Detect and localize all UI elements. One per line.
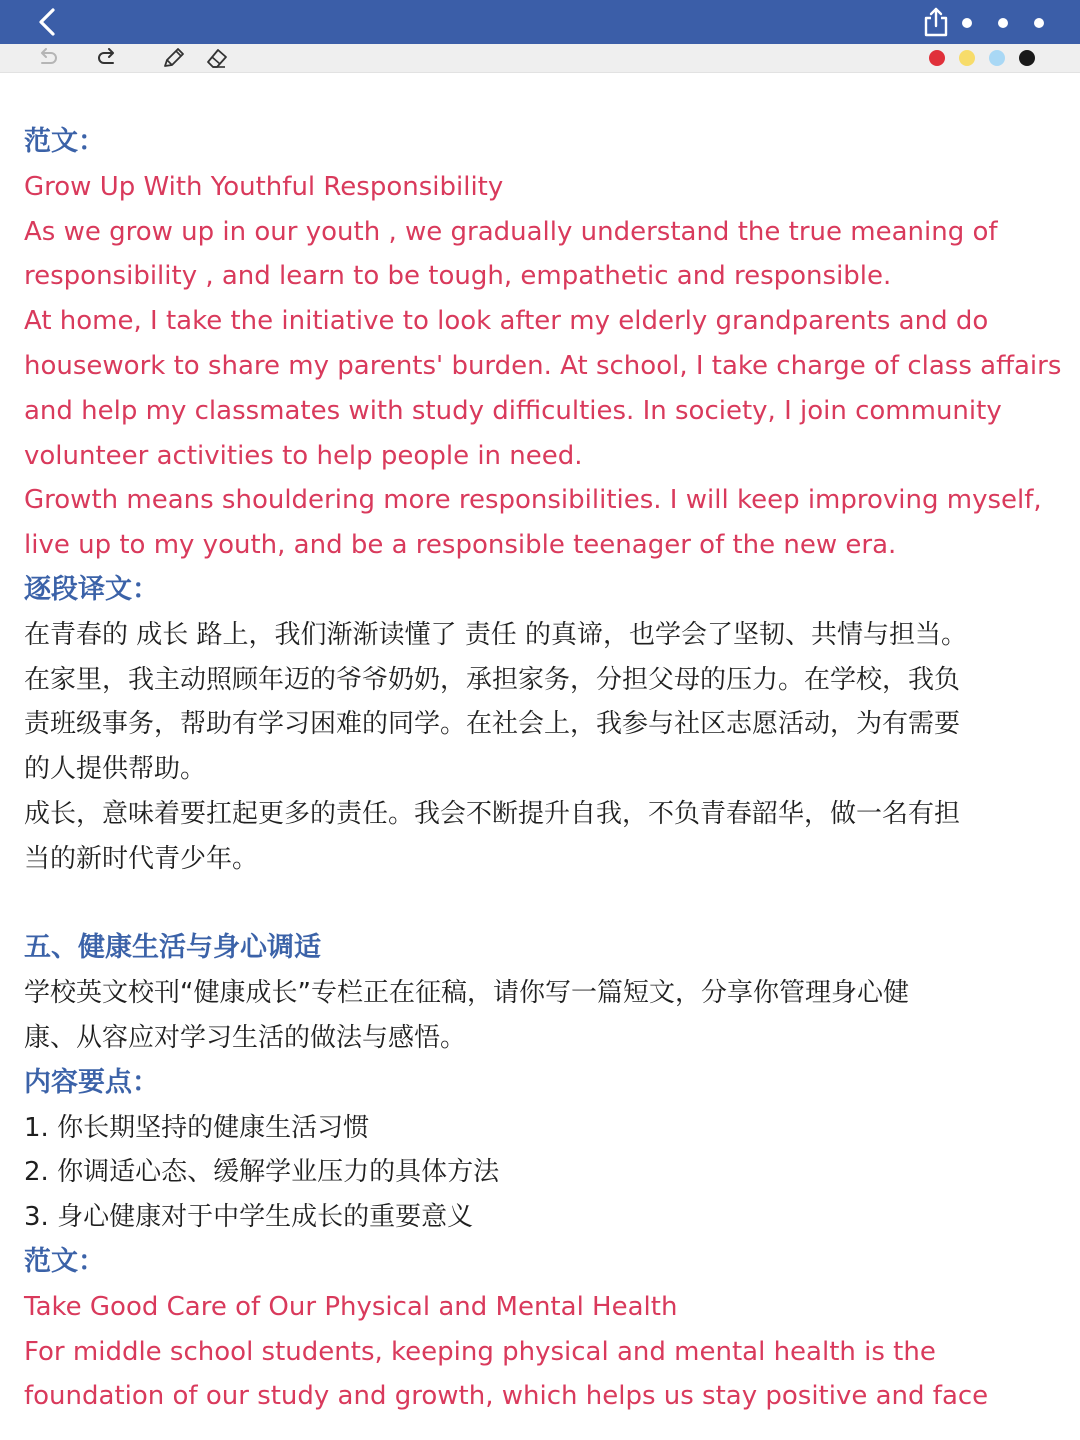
essay-line: For middle school students, keeping physical and mental health is the (24, 1336, 936, 1367)
annotation-toolbar (0, 44, 1080, 73)
essay-title: Take Good Care of Our Physical and Mental Health (24, 1291, 678, 1322)
essay-line: and help my classmates with study difficulties. In society, I join community (24, 395, 1002, 426)
essay-line: volunteer activities to help people in need. (24, 440, 583, 471)
more-dot-icon (998, 18, 1008, 28)
back-button[interactable] (30, 4, 64, 40)
key-point-item: 2. 你调适心态、缓解学业压力的具体方法 (24, 1157, 500, 1188)
redo-button[interactable] (94, 46, 120, 70)
undo-icon (36, 48, 60, 68)
more-dot-icon (1034, 18, 1044, 28)
translation-line: 成长，意味着要扛起更多的责任。我会不断提升自我，不负青春韶华，做一名有担 (24, 798, 961, 829)
essay-title: Grow Up With Youthful Responsibility (24, 171, 504, 202)
pen-tool-button[interactable] (160, 46, 186, 70)
prompt-line: 学校英文校刊“健康成长”专栏正在征稿，请你写一篇短文，分享你管理身心健 (24, 978, 909, 1009)
essay-line: foundation of our study and growth, which helps us stay positive and face (24, 1381, 989, 1412)
translation-line: 的人提供帮助。 (24, 754, 207, 785)
spacer (24, 882, 1060, 927)
more-dot-icon (962, 18, 972, 28)
translation-line: 在家里，我主动照顾年迈的爷爷奶奶，承担家务，分担父母的压力。在学校，我负 (24, 664, 961, 695)
essay-line: responsibility , and learn to be tough, empathetic and responsible. (24, 261, 892, 292)
translation-line: 责班级事务，帮助有学习困难的同学。在社会上，我参与社区志愿活动，为有需要 (24, 709, 961, 740)
key-point-item: 3. 身心健康对于中学生成长的重要意义 (24, 1202, 474, 1233)
essay-line: live up to my youth, and be a responsible teenager of the new era. (24, 530, 897, 561)
eraser-tool-button[interactable] (204, 46, 230, 70)
essay-line: At home, I take the initiative to look after my elderly grandparents and do (24, 306, 989, 337)
redo-icon (95, 48, 119, 68)
translation-line: 当的新时代青少年。 (24, 843, 259, 874)
share-button[interactable] (918, 3, 954, 41)
color-swatch-yellow[interactable] (959, 50, 975, 66)
eraser-icon (205, 47, 229, 69)
essay-line: Growth means shouldering more responsibilities. I will keep improving myself, (24, 485, 1042, 516)
undo-button[interactable] (35, 46, 61, 70)
chevron-left-icon (36, 7, 58, 37)
color-swatch-red[interactable] (929, 50, 945, 66)
document-content (24, 120, 1060, 1419)
prompt-line: 康、从容应对学习生活的做法与感悟。 (24, 1022, 467, 1053)
top-app-bar (0, 0, 1080, 44)
essay-line: As we grow up in our youth , we gradually understand the true meaning of (24, 216, 998, 247)
color-swatch-black[interactable] (1019, 50, 1035, 66)
color-swatch-light-blue[interactable] (989, 50, 1005, 66)
section-title: 五、健康生活与身心调适 (24, 932, 321, 964)
key-point-item: 1. 你长期坚持的健康生活习惯 (24, 1112, 370, 1143)
essay-line: housework to share my parents' burden. At school, I take charge of class affairs (24, 350, 1062, 381)
section-heading-model-essay: 范文： (24, 1245, 105, 1277)
section-heading-translation: 逐段译文： (24, 573, 159, 605)
section-heading-model-essay: 范文： (24, 126, 105, 157)
more-options-button[interactable] (962, 10, 1044, 36)
pen-icon (161, 47, 185, 69)
share-icon (922, 6, 950, 38)
translation-line: 在青春的 成长 路上，我们渐渐读懂了 责任 的真谛，也学会了坚韧、共情与担当。 (24, 619, 968, 650)
section-heading-key-points: 内容要点： (24, 1066, 159, 1098)
